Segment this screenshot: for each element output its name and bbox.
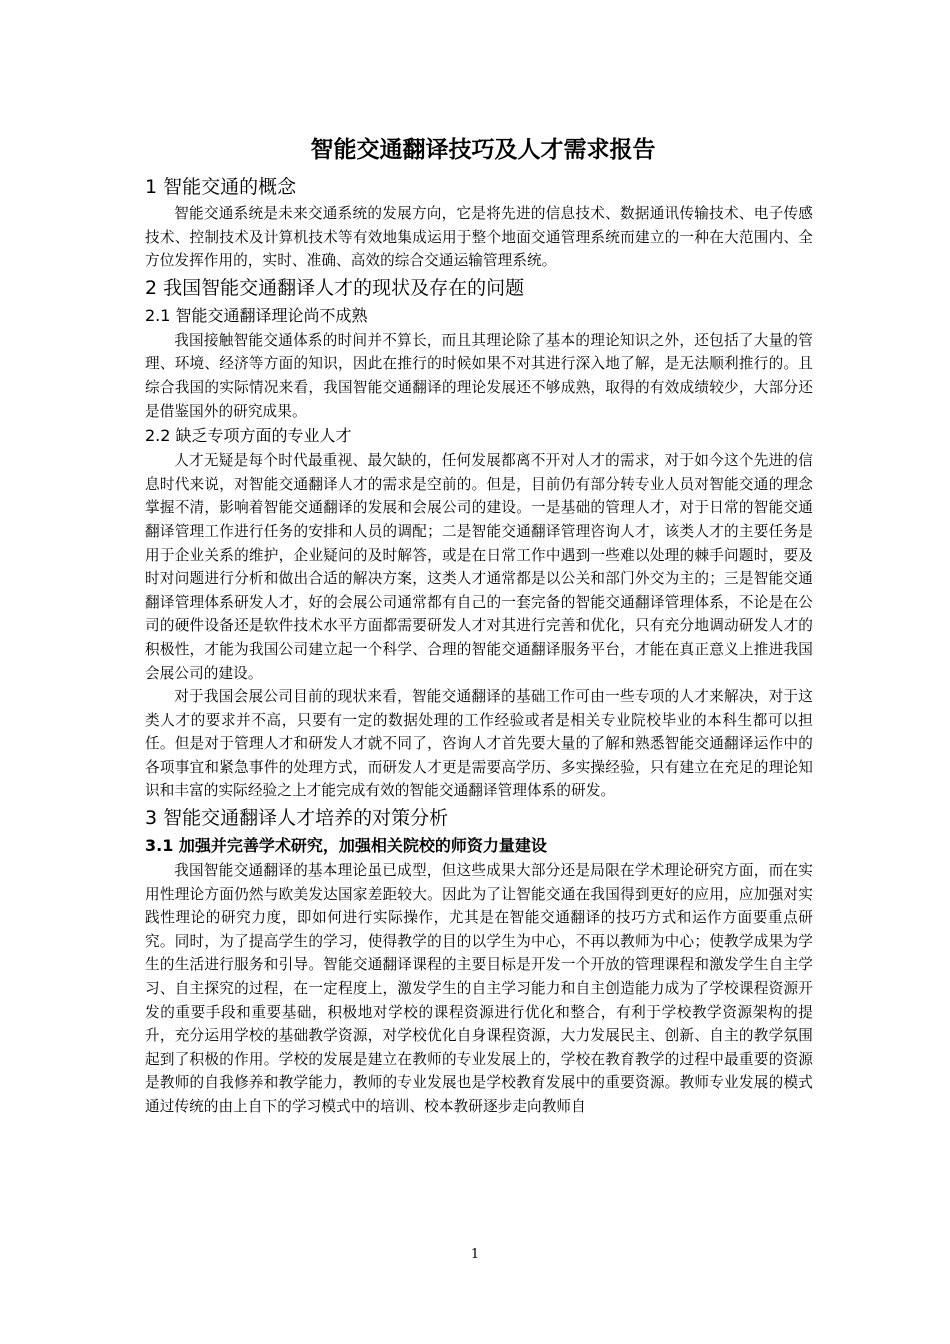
subsection-3-1-paragraph-1: 我国智能交通翻译的基本理论虽已成型，但这些成果大部分还是局限在学术理论研究方面，而在实用性理论方面仍然与欧美发达国家差距较大。因此为了让智能交通在我国得到更好的应用，应加强对实践性理论的研究力度，即如何进行实际操作，尤其是在智能交通翻译的技巧方式和运作方面要重点研究。同时，为了提高学生的学习，使得教学的目的以学生为中心，不再以教师为中心；使教学成果为学生的生活进行服务和引导。智能交通翻译课程的主要目标是开发一个开放的管理课程和激发学生自主学习、自主探究的过程，在一定程度上，激发学生的自主学习能力和自主创造能力成为了学校课程资源开发的重要手段和重要基础，积极地对学校的课程资源进行优化和整合，有利于学校教学资源架构的提升，充分运用学校的基础教学资源，对学校优化自身课程资源，大力发展民主、创新、自主的教学氛围起到了积极的作用。学校的发展是建立在教师的专业发展上的，学校在教育教学的过程中最重要的资源是教师的自我修养和教学能力，教师的专业发展也是学校教育发展中的重要资源。教师专业发展的模式通过传统的由上自下的学习模式中的培训、校本教研逐步走向教师自 xyxy=(145,862,813,1115)
section-1-paragraph-1: 智能交通系统是未来交通系统的发展方向，它是将先进的信息技术、数据通讯传输技术、电子传感技术、控制技术及计算机技术等有效地集成运用于整个地面交通管理系统而建立的一种在大范围内、全方位发挥作用的，实时、准确、高效的综合交通运输管理系统。 xyxy=(145,205,813,270)
section-heading-1: 1 智能交通的概念 xyxy=(145,176,297,198)
subsection-heading-2-1: 2.1 智能交通翻译理论尚不成熟 xyxy=(145,305,368,325)
section-heading-2: 2 我国智能交通翻译人才的现状及存在的问题 xyxy=(145,276,525,299)
document-body xyxy=(145,130,813,1119)
document-title: 智能交通翻译技巧及人才需求报告 xyxy=(310,137,656,163)
subsection-2-2-paragraph-1: 人才无疑是每个时代最重视、最欠缺的，任何发展都离不开对人才的需求，对于如今这个先进的信息时代来说，对智能交通翻译人才的需求是空前的。但是，目前仍有部分转专业人员对智能交通的理念掌握不清，影响着智能交通翻译的发展和会展公司的建设。一是基础的管理人才，对于日常的智能交通翻译管理工作进行任务的安排和人员的调配；二是智能交通翻译管理咨询人才，该类人才的主要任务是用于企业关系的维护，企业疑问的及时解答，或是在日常工作中遇到一些难以处理的棘手问题时，要及时对问题进行分析和做出合适的解决方案，这类人才通常都是以公关和部门外交为主的；三是智能交通翻译管理体系研发人才，好的会展公司通常都有自己的一套完备的智能交通翻译管理体系，不论是在公司的硬件设备还是软件技术水平方面都需要研发人才对其进行完善和优化，只有充分地调动研发人才的积极性，才能为我国公司建立起一个科学、合理的智能交通翻译服务平台，才能在真正意义上推进我国会展公司的建设。 xyxy=(145,452,813,682)
section-heading-3: 3 智能交通翻译人才培养的对策分析 xyxy=(145,807,449,830)
page-number: 1 xyxy=(470,1247,480,1262)
subsection-heading-3-1: 3.1 加强并完善学术研究，加强相关院校的师资力量建设 xyxy=(145,836,547,856)
subsection-heading-2-2: 2.2 缺乏专项方面的专业人才 xyxy=(145,426,352,446)
subsection-2-2-paragraph-2: 对于我国会展公司目前的现状来看，智能交通翻译的基础工作可由一些专项的人才来解决，对于这类人才的要求并不高，只要有一定的数据处理的工作经验或者是相关专业院校毕业的本科生都可以担任。但是对于管理人才和研发人才就不同了，咨询人才首先要大量的了解和熟悉智能交通翻译运作中的各项事宜和紧急事件的处理方式，而研发人才更是需要高学历、多实操经验，只有建立在充足的理论知识和丰富的实际经验之上才能完成有效的智能交通翻译管理体系的研发。 xyxy=(145,688,813,800)
subsection-2-1-paragraph-1: 我国接触智能交通体系的时间并不算长，而且其理论除了基本的理论知识之外，还包括了大量的管理、环境、经济等方面的知识，因此在推行的时候如果不对其进行深入地了解，是无法顺利推行的。且综合我国的实际情况来看，我国智能交通翻译的理论发展还不够成熟，取得的有效成绩较少，大部分还是借鉴国外的研究成果。 xyxy=(145,331,813,420)
